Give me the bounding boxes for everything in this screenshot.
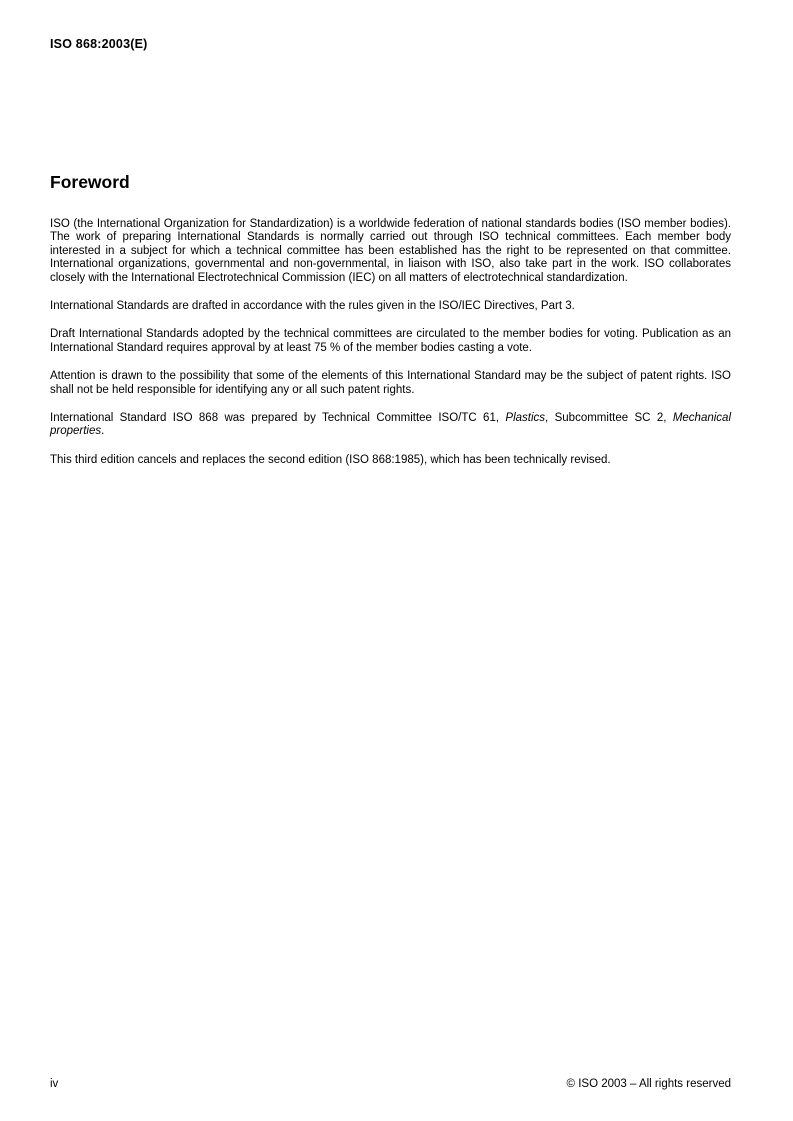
paragraph-iso-intro: ISO (the International Organization for Standardization) is a worldwide federation of national standards bodies (ISO member bodies). The work of preparing International Standards is normally carried out through ISO technical committees. Each member body interested in a subject for which a technical committee has been established has the right to be represented on that committee. International organizations, governmental and non-governmental, in liaison with ISO, also take part in the work. ISO collaborates closely with the International Electrotechnical Commission (IEC) on all matters of electrotechnical standardization.: [50, 218, 731, 284]
page-number: iv: [50, 1078, 59, 1090]
committee-mechanical-italic: Mechanical properties: [50, 412, 731, 438]
committee-text-1: International Standard ISO 868 was prepared by Technical Committee ISO/TC 61,: [50, 412, 506, 425]
document-reference: ISO 868:2003(E): [50, 37, 148, 51]
copyright-notice: © ISO 2003 – All rights reserved: [566, 1078, 731, 1090]
committee-text-2: , Subcommittee SC 2,: [545, 412, 673, 425]
paragraph-voting: Draft International Standards adopted by the technical committees are circulated to the member bodies for voting. Publication as an International Standard requires approval by at least 75 % of the member bodies casting a vote.: [50, 328, 731, 354]
paragraph-patent-rights: Attention is drawn to the possibility that some of the elements of this International Standard may be the subject of patent rights. ISO shall not be held responsible for identifying any or all such patent rights.: [50, 370, 731, 396]
page-content: [50, 172, 731, 482]
paragraph-committee: [50, 412, 731, 439]
committee-text-3: .: [101, 425, 105, 438]
foreword-heading: Foreword: [50, 172, 130, 192]
paragraph-directives: International Standards are drafted in accordance with the rules given in the ISO/IEC Directives, Part 3.: [50, 300, 575, 313]
committee-plastics-italic: Plastics: [505, 412, 546, 425]
paragraph-edition: This third edition cancels and replaces the second edition (ISO 868:1985), which has been technically revised.: [50, 453, 611, 466]
